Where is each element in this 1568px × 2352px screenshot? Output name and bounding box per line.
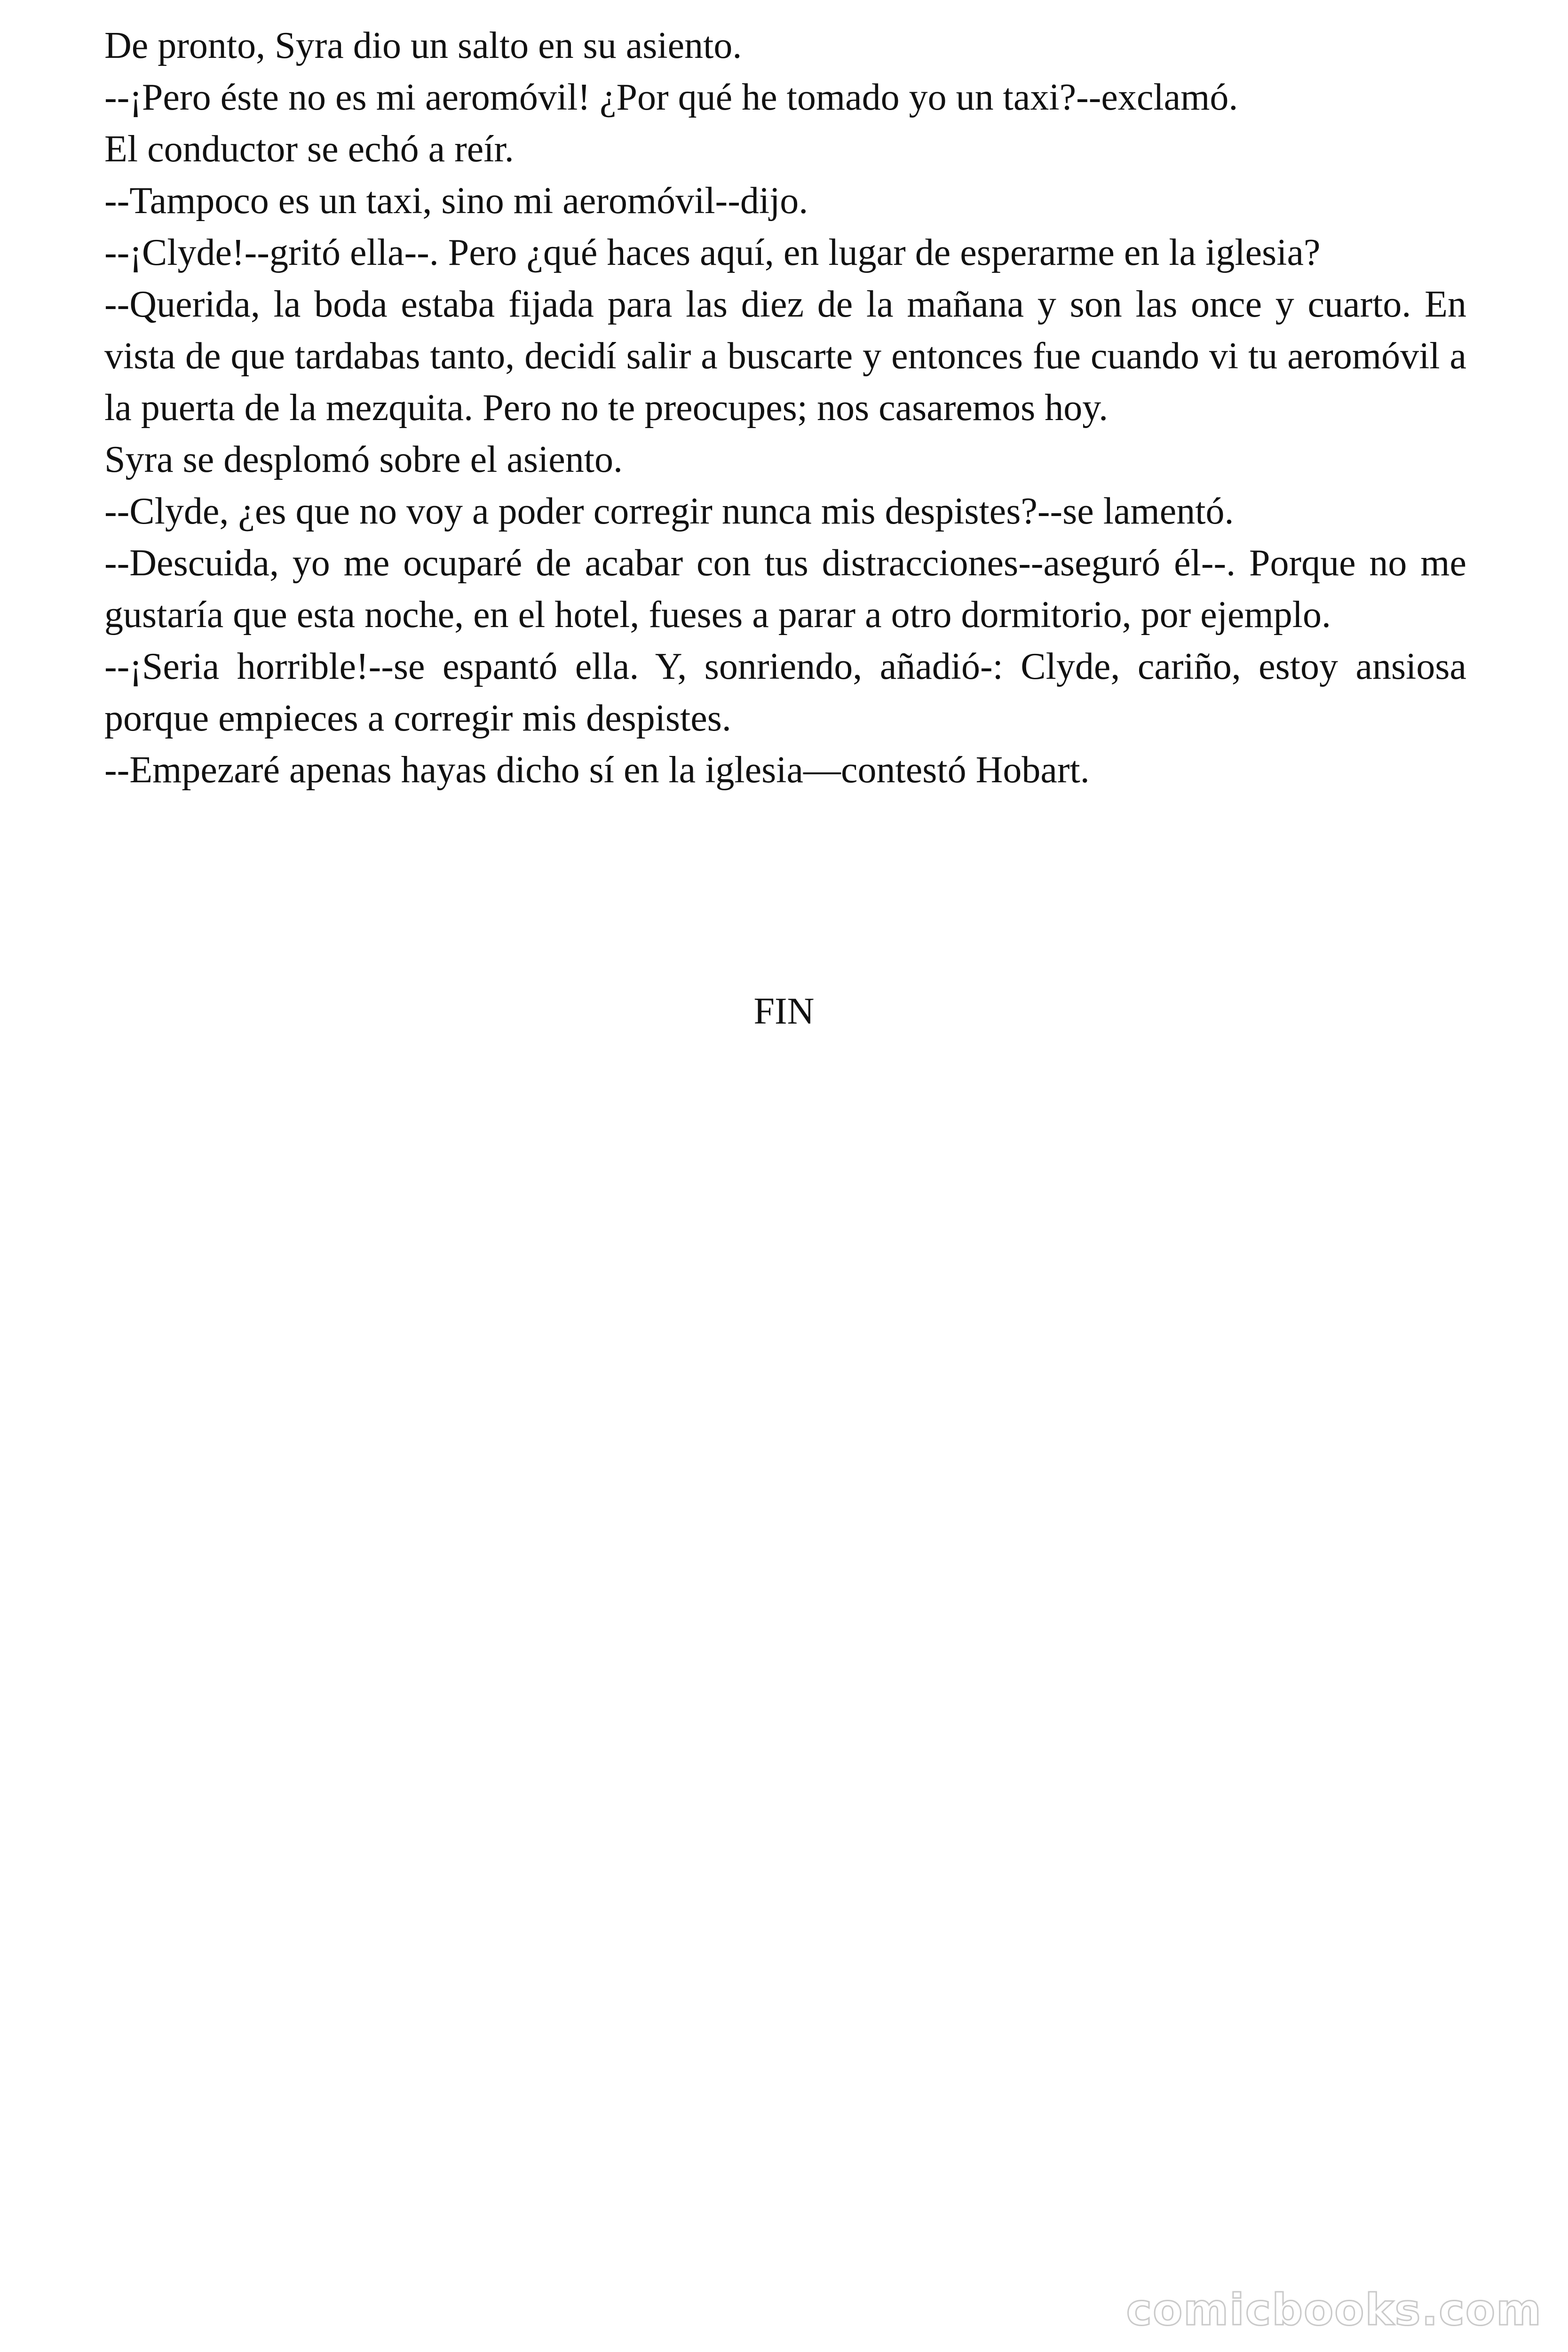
paragraph: Syra se desplomó sobre el asiento.	[104, 439, 623, 480]
paragraph: --Tampoco es un taxi, sino mi aeromóvil--dijo.	[104, 180, 808, 222]
paragraph: --Clyde, ¿es que no voy a poder corregir nunca mis despistes?--se lamentó.	[104, 491, 1234, 532]
paragraph: --Empezaré apenas hayas dicho sí en la iglesia—contestó Hobart.	[104, 749, 1090, 791]
paragraph: --¡Seria horrible!--se espantó ella. Y, sonriendo, añadió-: Clyde, cariño, estoy ansiosa porque empieces a corregir mis despistes.	[104, 646, 1466, 739]
paragraph: --¡Pero éste no es mi aeromóvil! ¿Por qué he tomado yo un taxi?--exclamó.	[104, 77, 1238, 118]
paragraph: --Querida, la boda estaba fijada para las diez de la mañana y son las once y cuarto. En vista de que tardabas tanto, decidí salir a buscarte y entonces fue cuando vi tu aeromóvil a la puerta de la mezquita. Pero no te preocupes; nos casaremos hoy.	[104, 284, 1466, 429]
paragraph: El conductor se echó a reír.	[104, 128, 514, 170]
paragraph: De pronto, Syra dio un salto en su asiento.	[104, 25, 742, 66]
end-mark: FIN	[753, 991, 815, 1032]
paragraph: --¡Clyde!--gritó ella--. Pero ¿qué haces aquí, en lugar de esperarme en la iglesia?	[104, 232, 1321, 273]
story-text	[104, 20, 1466, 796]
watermark-logo: comicbooks.com	[1126, 2285, 1542, 2335]
paragraph: --Descuida, yo me ocuparé de acabar con tus distracciones--aseguró él--. Porque no me gustaría que esta noche, en el hotel, fueses a parar a otro dormitorio, por ejemplo.	[104, 542, 1466, 636]
